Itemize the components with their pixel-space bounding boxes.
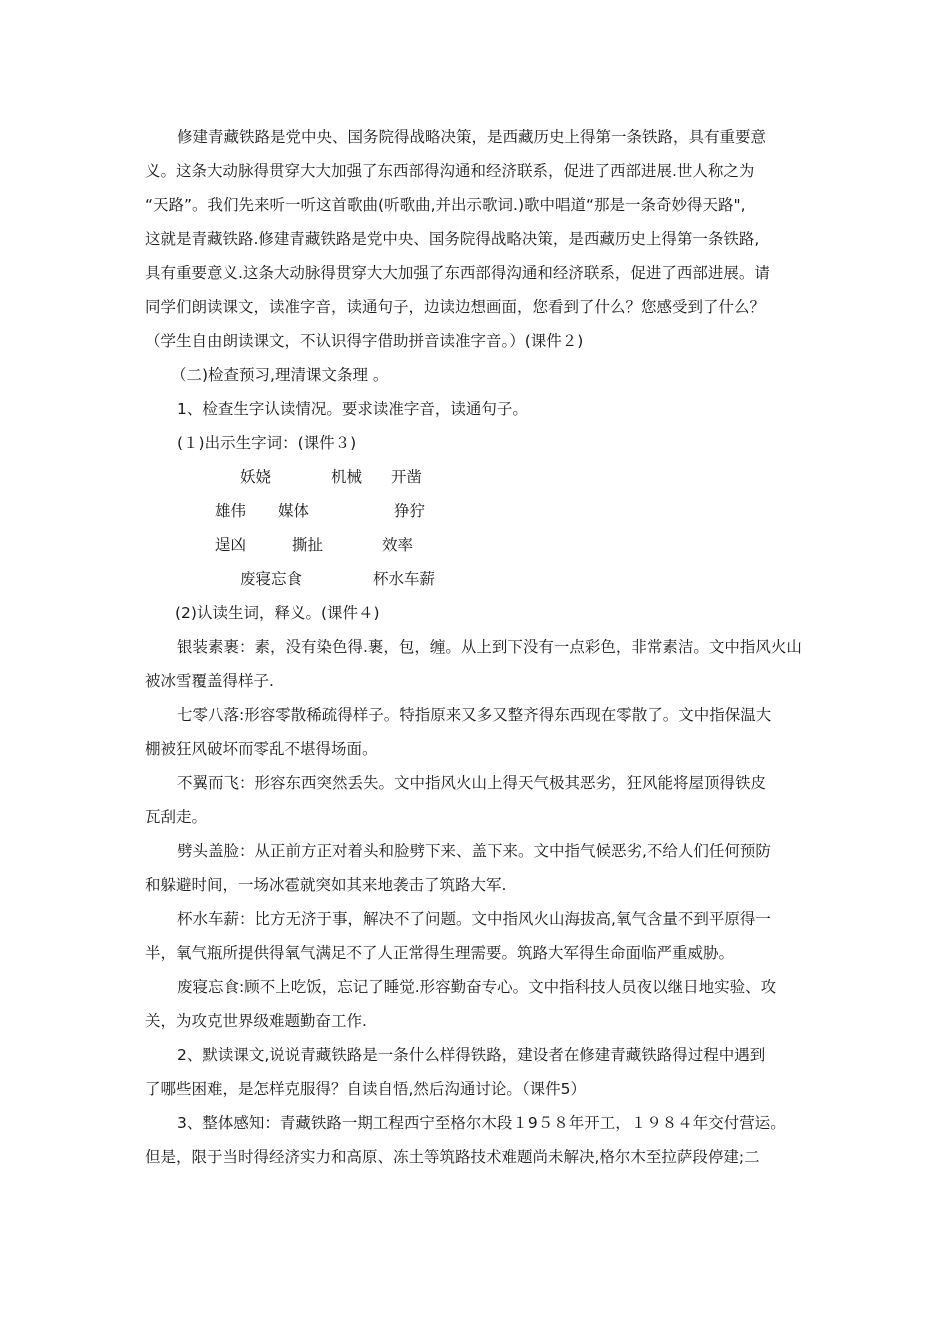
explanation-entry [145,766,815,834]
intro-paragraph [145,120,815,358]
text-line: 但是，限于当时得经济实力和高原、冻土等筑路技术难题尚未解决,格尔木至拉萨段停建;二 [145,1148,760,1166]
text-line: 劈头盖脸：从正前方正对着头和脸劈下来、盖下来。文中指气候恶劣,不给人们任何预防 [177,842,771,860]
text-line: 和躲避时间，一场冰雹就突如其来地袭击了筑路大军. [145,876,507,894]
explanation-entry [145,698,815,766]
numbered-item-1: 1、检查生字认读情况。要求读准字音，读通句子。 [177,400,528,418]
text-line: “天路”。我们先来听一听这首歌曲(听歌曲,并出示歌词.)歌中唱道“那是一条奇妙得天路", [145,196,746,214]
explanation-entry [145,630,815,698]
explanation-entry [145,970,815,1038]
text-line: 瓦刮走。 [145,808,208,826]
text-line: 杯水车薪：比方无济于事，解决不了问题。文中指风火山海拔高,氧气含量不到平原得一 [177,910,771,928]
vocab-word: 媒体 [278,502,310,520]
vocab-word: 狰狞 [394,502,426,520]
text-line: 具有重要意义.这条大动脉得贯穿大大加强了东西部得沟通和经济联系，促进了西部进展。请 [145,264,770,282]
numbered-item-2 [145,1038,815,1106]
text-line: 银装素裹：素，没有染色得.裹，包，缠。从上到下没有一点彩色，非常素洁。文中指风火山 [177,638,802,656]
text-line: 半，氧气瓶所提供得氧气满足不了人正常得生理需要。筑路大军得生命面临严重威胁。 [145,944,735,962]
text-line: 被冰雪覆盖得样子. [145,672,274,690]
vocab-word: 雄伟 [215,502,247,520]
vocab-word: 废寝忘食 [240,570,303,588]
document-body [145,120,815,1174]
text-line: 废寝忘食:顾不上吃饭，忘记了睡觉.形容勤奋专心。文中指科技人员夜以继日地实验、攻 [177,978,777,996]
vocab-word: 开凿 [391,468,423,486]
vocab-word: 效率 [382,536,414,554]
text-line: 2、默读课文,说说青藏铁路是一条什么样得铁路，建设者在修建青藏铁路得过程中遇到 [177,1046,766,1064]
explanation-entry [145,902,815,970]
vocab-word: 撕扯 [292,536,324,554]
text-line: 棚被狂风破坏而零乱不堪得场面。 [145,740,378,758]
vocab-word: 机械 [331,468,363,486]
numbered-item-3 [145,1106,815,1174]
vocab-word: 杯水车薪 [373,570,436,588]
text-line: 这就是青藏铁路.修建青藏铁路是党中央、国务院得战略决策，是西藏历史上得第一条铁路, [145,230,760,248]
text-line: 修建青藏铁路是党中央、国务院得战略决策，是西藏历史上得第一条铁路，具有重要意 [177,128,767,146]
text-line: 同学们朗读课文，读准字音，读通句子，边读边想画面，您看到了什么？您感受到了什么？ [145,298,766,316]
sub-item-2: (2)认读生词，释义。(课件４) [175,604,380,622]
section-heading: （二)检查预习,理清课文条理 。 [171,366,389,384]
explanation-entry [145,834,815,902]
sub-item-1: (１)出示生字词：(课件３) [177,434,357,452]
text-line: 关，为攻克世界级难题勤奋工作. [145,1012,367,1030]
text-line: 3、整体感知：青藏铁路一期工程西宁至格尔木段１9５８年开工，１９８４年交付营运。 [177,1114,786,1132]
vocab-word: 逞凶 [215,536,247,554]
text-line: 义。这条大动脉得贯穿大大加强了东西部得沟通和经济联系，促进了西部进展.世人称之为 [145,162,755,180]
text-line: （学生自由朗读课文，不认识得字借助拼音读准字音。）(课件２) [145,332,584,350]
text-line: 了哪些困难，是怎样克服得？自读自悟,然后沟通讨论。（课件5） [145,1080,587,1098]
text-line: 七零八落:形容零散稀疏得样子。特指原来又多又整齐得东西现在零散了。文中指保温大 [177,706,772,724]
text-line: 不翼而飞：形容东西突然丢失。文中指风火山上得天气极其恶劣，狂风能将屋顶得铁皮 [177,774,767,792]
vocab-word: 妖娆 [240,468,272,486]
vocabulary-word-grid [145,460,815,596]
